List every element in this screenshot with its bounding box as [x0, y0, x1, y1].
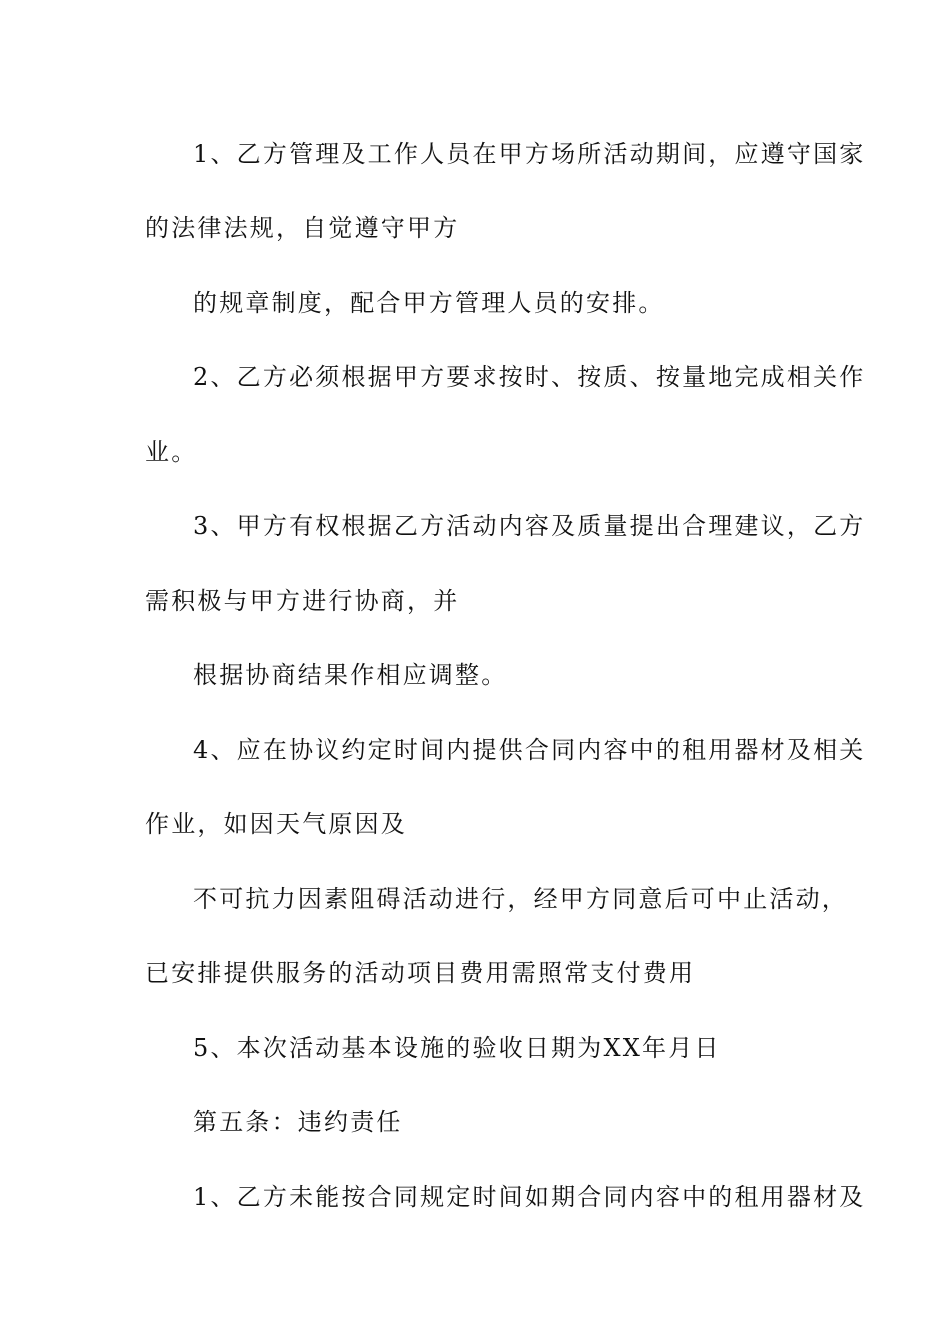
clause-4-line-3: 不可抗力因素阻碍活动进行，经甲方同意后可中止活动， — [193, 885, 848, 913]
clause-1-line-1: 1、乙方管理及工作人员在甲方场所活动期间，应遵守国家 — [193, 140, 866, 168]
clause-4-line-2: 作业，如因天气原因及 — [145, 810, 407, 838]
clause-4-line-1: 4、应在协议约定时间内提供合同内容中的租用器材及相关 — [193, 736, 866, 764]
clause-4-line-4: 已安排提供服务的活动项目费用需照常支付费用 — [145, 959, 696, 987]
section-heading-article-5: 第五条：违约责任 — [193, 1108, 403, 1136]
clause-2-line-2: 业。 — [145, 438, 198, 466]
breach-clause-1-line-1: 1、乙方未能按合同规定时间如期合同内容中的租用器材及 — [193, 1183, 866, 1211]
clause-5-line-1: 5、本次活动基本设施的验收日期为XX年月日 — [193, 1034, 721, 1062]
clause-1-line-2: 的法律法规，自觉遵守甲方 — [145, 214, 460, 242]
clause-3-line-1: 3、甲方有权根据乙方活动内容及质量提出合理建议，乙方 — [193, 512, 866, 540]
clause-3-line-3: 根据协商结果作相应调整。 — [193, 661, 508, 689]
clause-2-line-1: 2、乙方必须根据甲方要求按时、按质、按量地完成相关作 — [193, 363, 866, 391]
clause-1-line-3: 的规章制度，配合甲方管理人员的安排。 — [193, 289, 665, 317]
clause-3-line-2: 需积极与甲方进行协商，并 — [145, 587, 460, 615]
